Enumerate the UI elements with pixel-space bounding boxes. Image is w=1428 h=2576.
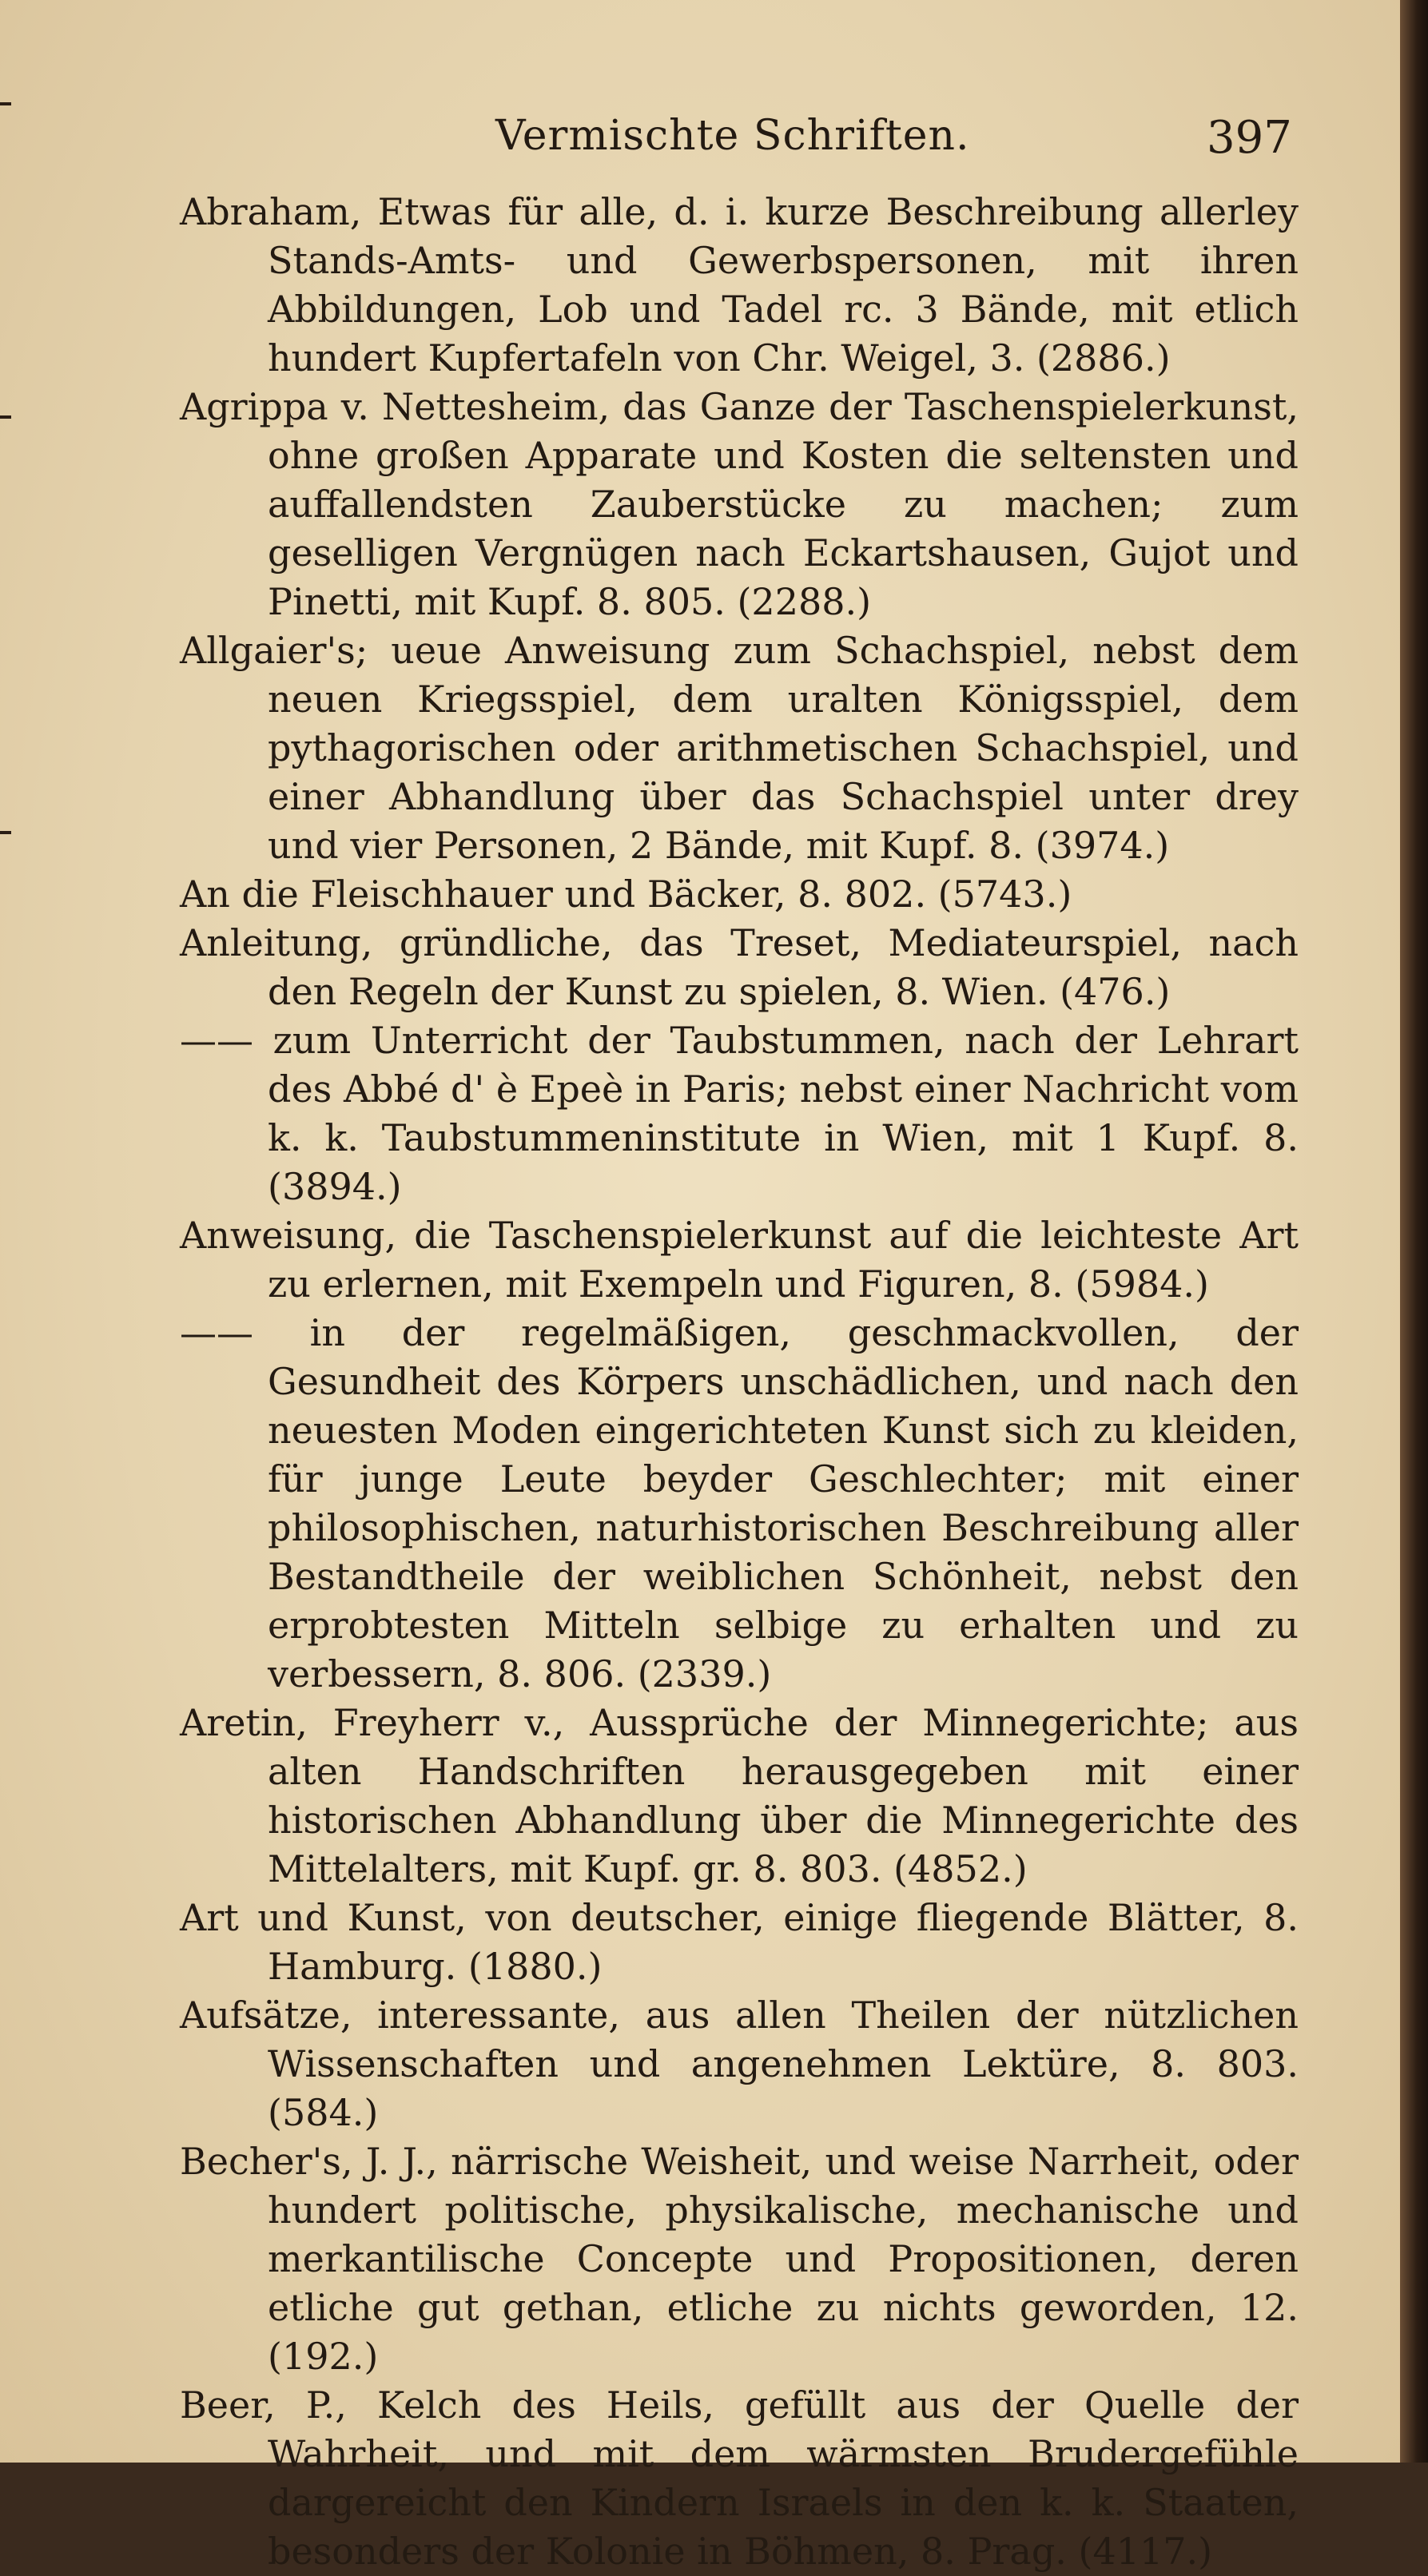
page-header	[0, 112, 1400, 176]
catalog-entry: Aufsätze, interessante, aus allen Theilen der nützlichen Wissenschaften und angenehmen Lektüre, 8. 803. (584.)	[180, 1994, 1299, 2134]
catalog-entry: —— in der regelmäßigen, geschmackvollen, der Gesundheit des Körpers unschädlichen, und nach den neuesten Moden eingerichteten Kunst sich zu kleiden, für junge Leute beyder Geschlechter; mit einer philosophischen, naturhistorischen Beschreibung aller Bestandtheile der weiblichen Schönheit, nebst den erprobtesten Mitteln selbige zu erhalten und zu verbessern, 8. 806. (2339.)	[180, 1311, 1299, 1695]
catalog-entry: Art und Kunst, von deutscher, einige fliegende Blätter, 8. Hamburg. (1880.)	[180, 1896, 1299, 1988]
edge-mark	[0, 102, 11, 105]
catalog-entry: Agrippa v. Nettesheim, das Ganze der Taschenspielerkunst, ohne großen Apparate und Kosten die seltensten und auffallendsten Zauberstücke zu machen; zum geselligen Vergnügen nach Eckartshausen, Gujot und Pinetti, mit Kupf. 8. 805. (2288.)	[180, 385, 1299, 623]
catalog-entry: Anweisung, die Taschenspielerkunst auf die leichteste Art zu erlernen, mit Exempeln und Figuren, 8. (5984.)	[180, 1214, 1299, 1306]
catalog-entry: Allgaier's; ueue Anweisung zum Schachspiel, nebst dem neuen Kriegsspiel, dem uralten Königsspiel, dem pythagorischen oder arithmetischen Schachspiel, und einer Abhandlung über das Schachspiel unter drey und vier Personen, 2 Bände, mit Kupf. 8. (3974.)	[180, 629, 1299, 867]
book-binding-edge	[1400, 0, 1428, 2463]
catalog-entry: Aretin, Freyherr v., Aussprüche der Minnegerichte; aus alten Handschriften herausgegeben mit einer historischen Abhandlung über die Minnegerichte des Mittelalters, mit Kupf. gr. 8. 803. (4852.)	[180, 1701, 1299, 1890]
catalog-entry: Anleitung, gründliche, das Treset, Mediateurspiel, nach den Regeln der Kunst zu spielen, 8. Wien. (476.)	[180, 921, 1299, 1013]
edge-mark	[0, 831, 11, 834]
running-title: Vermischte Schriften.	[495, 112, 970, 160]
catalog-entry: Becher's, J. J., närrische Weisheit, und weise Narrheit, oder hundert politische, physikalische, mechanische und merkantilische Concepte und Propositionen, deren etliche gut gethan, etliche zu nichts geworden, 12. (192.)	[180, 2140, 1299, 2378]
catalog-entries	[180, 188, 1299, 2576]
edge-mark	[0, 415, 11, 419]
catalog-entry: An die Fleischhauer und Bäcker, 8. 802. (5743.)	[180, 873, 1072, 916]
catalog-entry: Beer, P., Kelch des Heils, gefüllt aus der Quelle der Wahrheit, und mit dem wärmsten Brudergefühle dargereicht den Kindern Israels in den k. k. Staaten, besonders der Kolonie in Böhmen, 8. Prag. (4117.)	[180, 2383, 1299, 2573]
page-number: 397	[1207, 112, 1292, 164]
catalog-entry: Abraham, Etwas für alle, d. i. kurze Beschreibung allerley Stands-Amts- und Gewerbspersonen, mit ihren Abbildungen, Lob und Tadel rc. 3 Bände, mit etlich hundert Kupfertafeln von Chr. Weigel, 3. (2886.)	[180, 190, 1299, 380]
catalog-entry: —— zum Unterricht der Taubstummen, nach der Lehrart des Abbé d' è Epeè in Paris; nebst einer Nachricht vom k. k. Taubstummeninstitute in Wien, mit 1 Kupf. 8. (3894.)	[180, 1019, 1299, 1208]
